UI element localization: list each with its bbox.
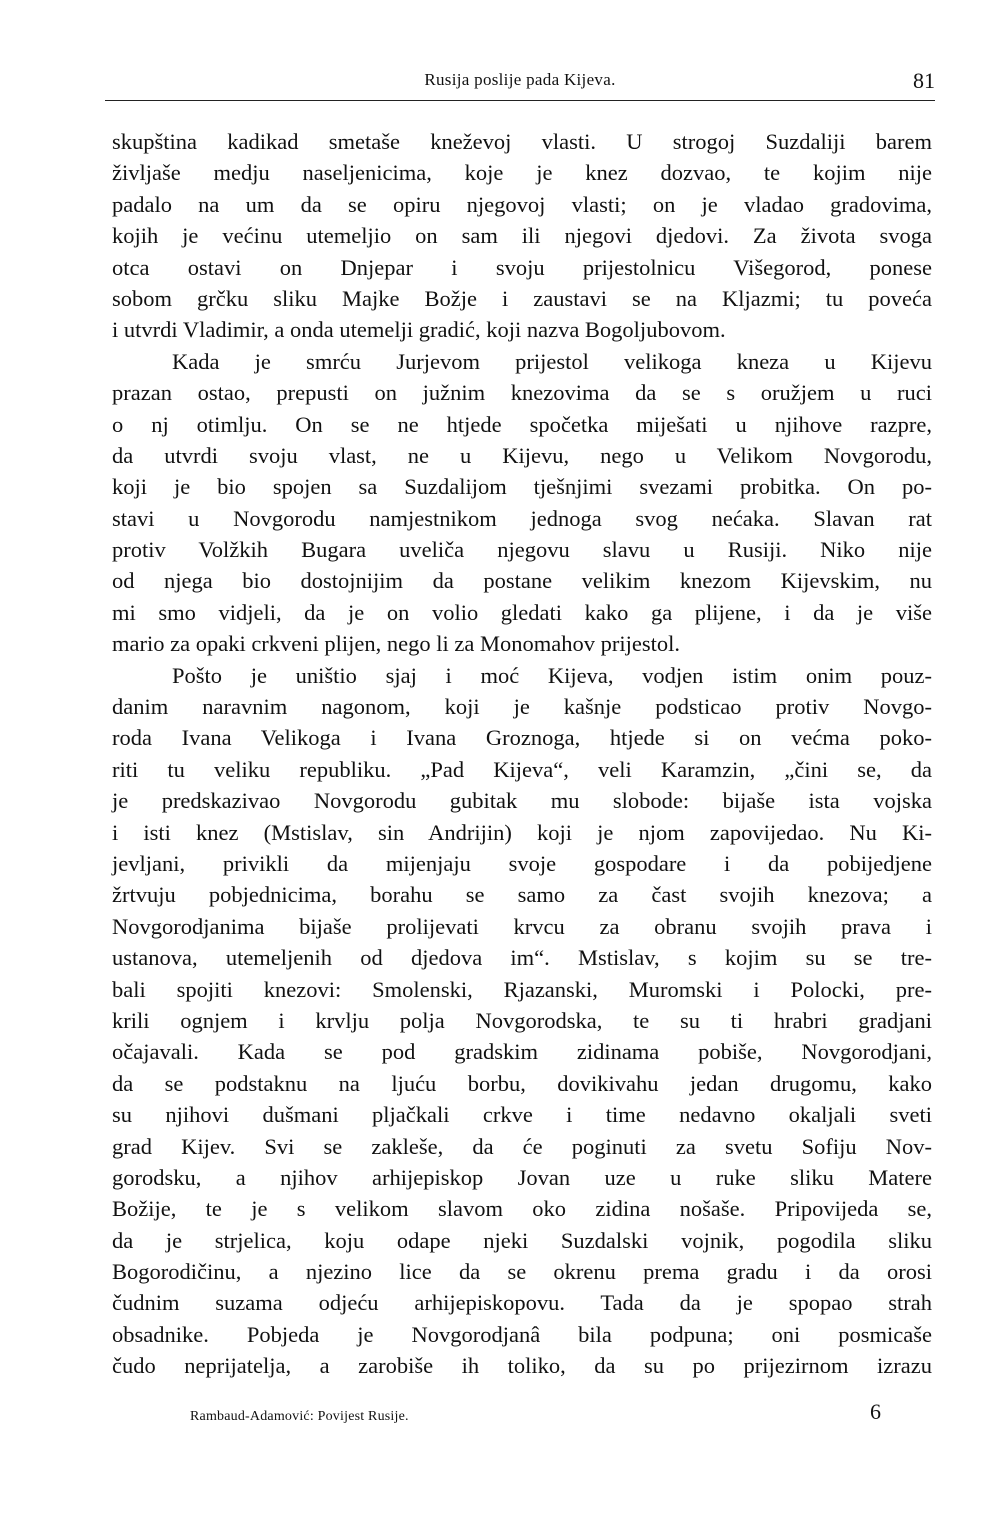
text-line: je predskazivao Novgorodu gubitak mu slobode: bijaše ista vojska bbox=[112, 788, 932, 814]
text-line: skupština kadikad smetaše kneževoj vlasti. U strogoj Suzdaliji barem bbox=[112, 129, 932, 154]
body-text bbox=[112, 126, 932, 1382]
header-rule bbox=[105, 100, 935, 101]
text-line: čudo neprijatelja, a zarobiše ih toliko, da su po prijezirnom izrazu bbox=[112, 1353, 932, 1379]
text-line: obsadnike. Pobjeda je Novgorodjanâ bila podpuna; oni posmicaše bbox=[112, 1321, 932, 1347]
text-line: danim naravnim nagonom, koji je kašnje podsticao protiv Novgo- bbox=[112, 694, 932, 720]
text-line: protiv Volžkih Bugara uveliča njegovu slavu u Rusiji. Niko nije bbox=[112, 537, 932, 563]
text-line: sobom grčku sliku Majke Božje i zaustavi se na Kljazmi; tu poveća bbox=[112, 285, 932, 311]
text-line: i isti knez (Mstislav, sin Andrijin) koji je njom zapovijedao. Nu Ki- bbox=[112, 819, 932, 845]
text-line: roda Ivana Velikoga i Ivana Groznoga, htjede si on većma poko- bbox=[112, 725, 932, 751]
page-number: 81 bbox=[913, 68, 935, 93]
text-line: Bogorodičinu, a njezino lice da se okrenu prema gradu i da orosi bbox=[112, 1259, 932, 1285]
running-title: Rusija poslije pada Kijeva. bbox=[424, 70, 616, 89]
text-line: bali spojiti knezovi: Smolenski, Rjazanski, Muromski i Polocki, pre- bbox=[112, 976, 932, 1002]
text-line: da je strjelica, koju odape njeki Suzdalski vojnik, pogodila sliku bbox=[112, 1227, 932, 1253]
text-line: prazan ostao, prepusti on južnim knezovima da se s oružjem u ruci bbox=[112, 380, 932, 406]
paragraph-start-line: Pošto je uništio sjaj i moć Kijeva, vodjen istim onim pouz- bbox=[172, 662, 932, 688]
text-line: kojih je većinu utemeljio on sam ili njegovi djedovi. Za života svoga bbox=[112, 223, 932, 249]
paragraph-start-line: Kada je smrću Jurjevom prijestol velikoga kneza u Kijevu bbox=[172, 348, 932, 374]
text-line: o nj otimlju. On se ne htjede spočetka miješati u njihove razpre, bbox=[112, 411, 932, 437]
footer-source: Rambaud-Adamović: Povijest Rusije. bbox=[190, 1409, 409, 1424]
text-line: žrtvuju pobjednicima, borahu se samo za čast svojih knezova; a bbox=[112, 882, 932, 908]
text-line: mario za opaki crkveni plijen, nego li za Monomahov prijestol. bbox=[112, 631, 680, 657]
text-line: Božije, te je s velikom slavom oko zidina nošaše. Pripovijeda se, bbox=[112, 1196, 932, 1222]
text-line: življaše medju naseljenicima, koje je knez dozvao, te kojim nije bbox=[112, 160, 932, 186]
text-line: riti tu veliku republiku. „Pad Kijeva“, veli Karamzin, „čini se, da bbox=[112, 756, 932, 782]
page-footer bbox=[190, 1399, 910, 1435]
text-line: ustanova, utemeljenih od djedova im“. Mstislav, s kojim su se tre- bbox=[112, 945, 932, 971]
text-line: otca ostavi on Dnjepar i svoju prijestolnicu Višegorod, ponese bbox=[112, 254, 932, 280]
text-line: padalo na um da se opiru njegovoj vlasti; on je vladao gradovima, bbox=[112, 191, 932, 217]
text-line: gorodsku, a njihov arhijepiskop Jovan uze u ruke sliku Matere bbox=[112, 1164, 932, 1190]
text-line: stavi u Novgorodu namjestnikom jednoga svog nećaka. Slavan rat bbox=[112, 505, 932, 531]
text-line: i utvrdi Vladimir, a onda utemelji gradić, koji nazva Bogoljubovom. bbox=[112, 317, 726, 343]
text-line: grad Kijev. Svi se zakleše, da će poginuti za svetu Sofiju Nov- bbox=[112, 1133, 932, 1159]
text-line: mi smo vidjeli, da je on volio gledati kako ga plijene, i da je više bbox=[112, 599, 932, 625]
signature-mark: 6 bbox=[870, 1399, 881, 1424]
text-line: da se podstaknu na ljuću borbu, dovikivahu jedan drugomu, kako bbox=[112, 1070, 932, 1096]
text-line: krili ognjem i krvlju polja Novgorodska, te su ti hrabri gradjani bbox=[112, 1007, 932, 1033]
text-line: jevljani, privikli da mijenjaju svoje gospodare i da pobijedjene bbox=[112, 850, 932, 876]
running-head bbox=[105, 70, 935, 100]
text-line: da utvrdi svoju vlast, ne u Kijevu, nego u Velikom Novgorodu, bbox=[112, 442, 932, 468]
text-line: čudnim suzama odjeću arhijepiskopovu. Tada da je spopao strah bbox=[112, 1290, 932, 1316]
text-line: Novgorodjanima bijaše prolijevati krvcu za obranu svojih prava i bbox=[112, 913, 932, 939]
text-line: su njihovi dušmani pljačkali crkve i time nedavno okaljali sveti bbox=[112, 1102, 932, 1128]
text-line: od njega bio dostojnijim da postane velikim knezom Kijevskim, nu bbox=[112, 568, 932, 594]
text-line: očajavali. Kada se pod gradskim zidinama pobiše, Novgorodjani, bbox=[112, 1039, 932, 1065]
text-line: koji je bio spojen sa Suzdalijom tješnjimi svezami probitka. On po- bbox=[112, 474, 932, 500]
